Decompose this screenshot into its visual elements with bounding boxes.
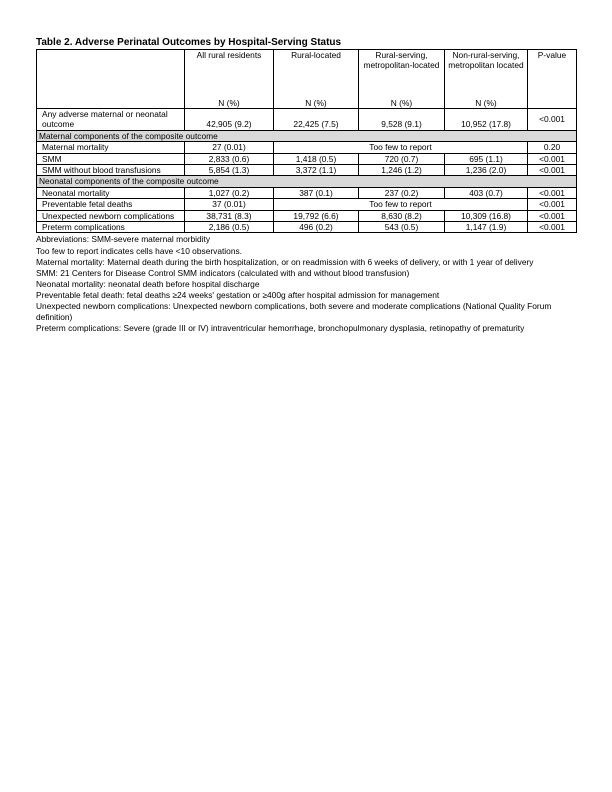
col-label: Rural-located [291, 50, 341, 60]
cell-rural-serving: 720 (0.7) [359, 153, 445, 164]
col-unit: N (%) [390, 97, 413, 108]
footnote-smm: SMM: 21 Centers for Disease Control SMM indicators (calculated with and without blood transfusion) [36, 267, 410, 278]
cell-merged-suppressed: Too few to report [274, 199, 528, 210]
row-label: Unexpected newborn complications [37, 210, 185, 221]
outcomes-table [36, 49, 577, 233]
cell-non-rural-serving: 1,147 (1.9) [445, 222, 528, 233]
cell-p-value: <0.001 [528, 199, 577, 210]
cell-all-rural: 5,854 (1.3) [185, 165, 274, 176]
section-row-neonatal [37, 176, 577, 187]
header-row [37, 50, 577, 109]
row-label: Maternal mortality [37, 142, 185, 153]
cell-non-rural-serving: 695 (1.1) [445, 153, 528, 164]
cell-p-value: <0.001 [528, 187, 577, 198]
row-label: Neonatal mortality [37, 187, 185, 198]
section-label: Maternal components of the composite outcome [37, 130, 577, 141]
cell-non-rural-serving: 10,309 (16.8) [445, 210, 528, 221]
table-row [37, 109, 577, 131]
col-unit: N (%) [305, 97, 327, 108]
table-footnotes [36, 234, 576, 334]
cell-p-value: <0.001 [528, 222, 577, 233]
cell-p-value: <0.001 [528, 153, 577, 164]
row-label: Preventable fetal deaths [37, 199, 185, 210]
cell-all-rural: 2,833 (0.6) [185, 153, 274, 164]
cell-rural-located: 19,792 (6.6) [274, 210, 359, 221]
cell-rural-serving: 543 (0.5) [359, 222, 445, 233]
table-row [37, 199, 577, 210]
col-unit: N (%) [475, 97, 497, 108]
footnote-preterm: Preterm complications: Severe (grade III or IV) intraventricular hemorrhage, bronchopulmonary dysplasia, retinopathy of prematurity [36, 323, 525, 334]
table-row [37, 187, 577, 198]
cell-p-value: 0.20 [528, 142, 577, 153]
footnote-maternal-mortality: Maternal mortality: Maternal death during the birth hospitalization, or on readmission with 6 weeks of delivery, or with 1 year of delivery [36, 256, 534, 267]
cell-all-rural: 27 (0.01) [185, 142, 274, 153]
footnote-unexpected-newborn: Unexpected newborn complications: Unexpected newborn complications, both severe and moderate complications (National Quality Forum definition) [36, 301, 552, 323]
footnote-abbreviations: Abbreviations: SMM-severe maternal morbidity [36, 234, 211, 245]
cell-all-rural: 42,905 (9.2) [185, 109, 274, 131]
cell-rural-located: 496 (0.2) [274, 222, 359, 233]
cell-all-rural: 2,186 (0.5) [185, 222, 274, 233]
section-label: Neonatal components of the composite outcome [37, 176, 577, 187]
row-label: SMM [37, 153, 185, 164]
table-row [37, 153, 577, 164]
table-title: Table 2. Adverse Perinatal Outcomes by Hospital-Serving Status [36, 37, 342, 48]
table-row [37, 222, 577, 233]
cell-rural-located: 22,425 (7.5) [274, 109, 359, 131]
col-header-rural-located [274, 50, 359, 109]
cell-rural-serving: 237 (0.2) [359, 187, 445, 198]
cell-all-rural: 38,731 (8.3) [185, 210, 274, 221]
footnote-neonatal-mortality: Neonatal mortality: neonatal death before hospital discharge [36, 278, 260, 289]
cell-p-value: <0.001 [528, 109, 577, 131]
col-label: Rural-serving, metropolitan-located [363, 50, 440, 71]
col-header-non-rural-serving [445, 50, 528, 109]
cell-rural-serving: 9,528 (9.1) [359, 109, 445, 131]
cell-rural-serving: 1,246 (1.2) [359, 165, 445, 176]
col-label: All rural residents [196, 50, 262, 60]
table-row [37, 142, 577, 153]
cell-rural-located: 387 (0.1) [274, 187, 359, 198]
row-label: SMM without blood transfusions [37, 165, 185, 176]
col-label: Non-rural-serving, metropolitan located [448, 50, 524, 71]
document-body [36, 37, 576, 334]
col-header-p-value [528, 50, 577, 109]
cell-all-rural: 1,027 (0.2) [185, 187, 274, 198]
row-label: Preterm complications [37, 222, 185, 233]
header-blank [37, 50, 185, 109]
row-label: Any adverse maternal or neonatal outcome [37, 109, 185, 131]
cell-rural-located: 1,418 (0.5) [274, 153, 359, 164]
cell-rural-located: 3,372 (1.1) [274, 165, 359, 176]
table-row [37, 165, 577, 176]
cell-all-rural: 37 (0.01) [185, 199, 274, 210]
cell-non-rural-serving: 1,236 (2.0) [445, 165, 528, 176]
cell-p-value: <0.001 [528, 165, 577, 176]
section-row-maternal [37, 130, 577, 141]
footnote-preventable-fetal: Preventable fetal death: fetal deaths ≥24 weeks' gestation or ≥400g after hospital admission for management [36, 289, 440, 300]
cell-merged-suppressed: Too few to report [274, 142, 528, 153]
col-label: P-value [537, 50, 567, 60]
footnote-suppression: Too few to report indicates cells have <10 observations. [36, 245, 242, 256]
cell-non-rural-serving: 403 (0.7) [445, 187, 528, 198]
table-row [37, 210, 577, 221]
cell-p-value: <0.001 [528, 210, 577, 221]
col-header-rural-serving [359, 50, 445, 109]
col-header-all-rural [185, 50, 274, 109]
cell-rural-serving: 8,630 (8.2) [359, 210, 445, 221]
col-unit: N (%) [218, 97, 240, 108]
cell-non-rural-serving: 10,952 (17.8) [445, 109, 528, 131]
